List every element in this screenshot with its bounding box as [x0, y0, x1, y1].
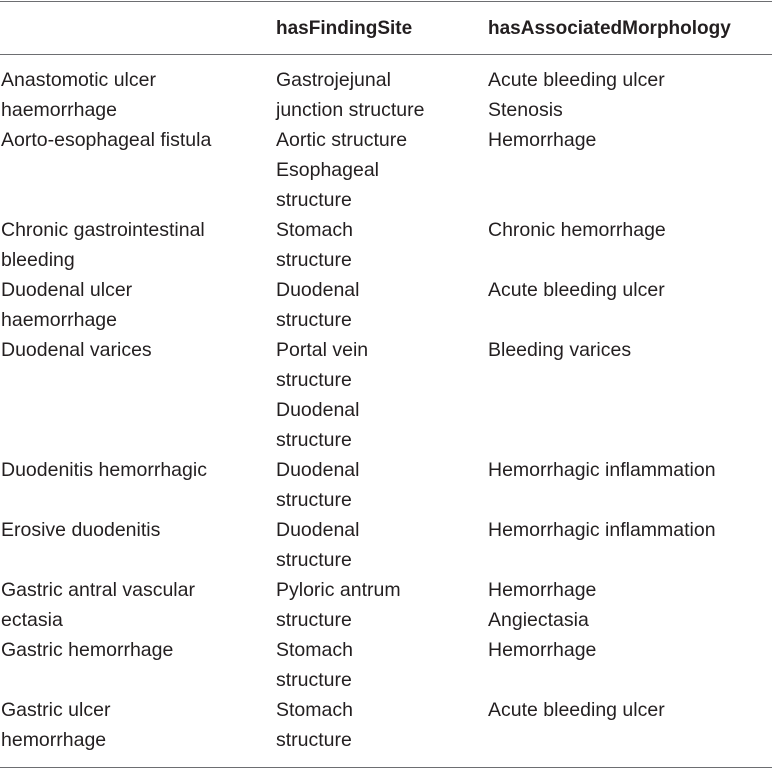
cell-term-line: bleeding	[1, 249, 75, 271]
cell-term	[1, 65, 156, 125]
cell-term-line: Aorto-esophageal fistula	[1, 129, 212, 151]
cell-finding-site-line: Stomach	[276, 699, 353, 721]
table-bottom-rule	[0, 767, 772, 768]
cell-finding-site-line: structure	[276, 429, 352, 451]
cell-finding-site	[276, 695, 353, 755]
cell-finding-site-line: Aortic structure	[276, 129, 408, 151]
cell-finding-site	[276, 125, 407, 215]
cell-term	[1, 125, 211, 155]
cell-finding-site	[276, 635, 353, 695]
cell-morphology-line: Chronic hemorrhage	[488, 219, 666, 241]
table-header-rule	[0, 54, 772, 55]
cell-finding-site-line: structure	[276, 669, 352, 691]
cell-finding-site-line: junction structure	[276, 99, 425, 121]
cell-finding-site-line: Duodenal	[276, 459, 360, 481]
cell-morphology-line: Hemorrhage	[488, 639, 597, 661]
cell-term	[1, 635, 173, 665]
cell-term-line: Chronic gastrointestinal	[1, 219, 205, 241]
cell-morphology	[488, 695, 665, 725]
table-row	[0, 335, 772, 455]
cell-morphology	[488, 335, 631, 365]
cell-morphology	[488, 275, 665, 305]
cell-finding-site-line: Pyloric antrum	[276, 579, 401, 601]
cell-term-line: ectasia	[1, 609, 63, 631]
cell-morphology	[488, 455, 716, 485]
cell-finding-site	[276, 215, 353, 275]
cell-term	[1, 695, 110, 755]
cell-morphology	[488, 635, 596, 665]
cell-finding-site-line: Stomach	[276, 639, 353, 661]
cell-finding-site	[276, 515, 359, 575]
cell-term	[1, 215, 205, 275]
cell-finding-site	[276, 275, 359, 335]
cell-term-line: Duodenal varices	[1, 339, 152, 361]
cell-term-line: Gastric hemorrhage	[1, 639, 174, 661]
cell-finding-site-line: structure	[276, 729, 352, 751]
cell-morphology-line: Hemorrhage	[488, 579, 597, 601]
cell-finding-site-line: Duodenal	[276, 279, 360, 301]
cell-morphology	[488, 515, 716, 545]
cell-morphology	[488, 575, 596, 635]
cell-finding-site-line: Duodenal	[276, 519, 360, 541]
cell-finding-site-line: structure	[276, 489, 352, 511]
cell-morphology-line: Stenosis	[488, 99, 563, 121]
cell-term-line: hemorrhage	[1, 729, 107, 751]
cell-term	[1, 575, 195, 635]
table-row	[0, 695, 772, 755]
cell-finding-site	[276, 575, 401, 635]
table-row	[0, 455, 772, 515]
cell-term-line: Gastric antral vascular	[1, 579, 195, 601]
header-morphology: hasAssociatedMorphology	[488, 18, 731, 39]
cell-morphology	[488, 65, 665, 125]
cell-finding-site-line: Duodenal	[276, 399, 360, 421]
cell-morphology-line: Acute bleeding ulcer	[488, 279, 665, 301]
cell-finding-site	[276, 455, 359, 515]
table-row	[0, 575, 772, 635]
cell-term	[1, 455, 207, 485]
table-row	[0, 515, 772, 575]
table-row	[0, 125, 772, 215]
cell-finding-site-line: structure	[276, 549, 352, 571]
cell-term-line: Duodenitis hemorrhagic	[1, 459, 207, 481]
cell-finding-site	[276, 335, 368, 455]
table-row	[0, 275, 772, 335]
table-row	[0, 65, 772, 125]
cell-morphology-line: Bleeding varices	[488, 339, 632, 361]
cell-term-line: Duodenal ulcer	[1, 279, 133, 301]
cell-finding-site-line: Gastrojejunal	[276, 69, 391, 91]
cell-finding-site-line: Portal vein	[276, 339, 369, 361]
cell-morphology	[488, 215, 666, 245]
cell-finding-site-line: structure	[276, 609, 352, 631]
cell-finding-site-line: structure	[276, 369, 352, 391]
cell-morphology-line: Acute bleeding ulcer	[488, 69, 665, 91]
cell-morphology-line: Hemorrhagic inflammation	[488, 459, 716, 481]
cell-finding-site-line: structure	[276, 249, 352, 271]
cell-term-line: Erosive duodenitis	[1, 519, 161, 541]
table-row	[0, 215, 772, 275]
cell-term-line: haemorrhage	[1, 99, 117, 121]
table-top-rule	[0, 1, 772, 2]
cell-finding-site	[276, 65, 425, 125]
cell-finding-site-line: structure	[276, 189, 352, 211]
cell-finding-site-line: structure	[276, 309, 352, 331]
cell-finding-site-line: Esophageal	[276, 159, 380, 181]
cell-morphology-line: Hemorrhagic inflammation	[488, 519, 716, 541]
cell-term-line: haemorrhage	[1, 309, 117, 331]
cell-term	[1, 335, 152, 365]
cell-morphology-line: Acute bleeding ulcer	[488, 699, 665, 721]
cell-term	[1, 275, 132, 335]
cell-term-line: Anastomotic ulcer	[1, 69, 156, 91]
table-row	[0, 635, 772, 695]
cell-morphology-line: Hemorrhage	[488, 129, 597, 151]
cell-term	[1, 515, 160, 545]
cell-morphology-line: Angiectasia	[488, 609, 589, 631]
header-finding-site: hasFindingSite	[276, 18, 413, 39]
cell-morphology	[488, 125, 596, 155]
cell-term-line: Gastric ulcer	[1, 699, 111, 721]
cell-finding-site-line: Stomach	[276, 219, 353, 241]
table-header-row	[0, 16, 772, 42]
